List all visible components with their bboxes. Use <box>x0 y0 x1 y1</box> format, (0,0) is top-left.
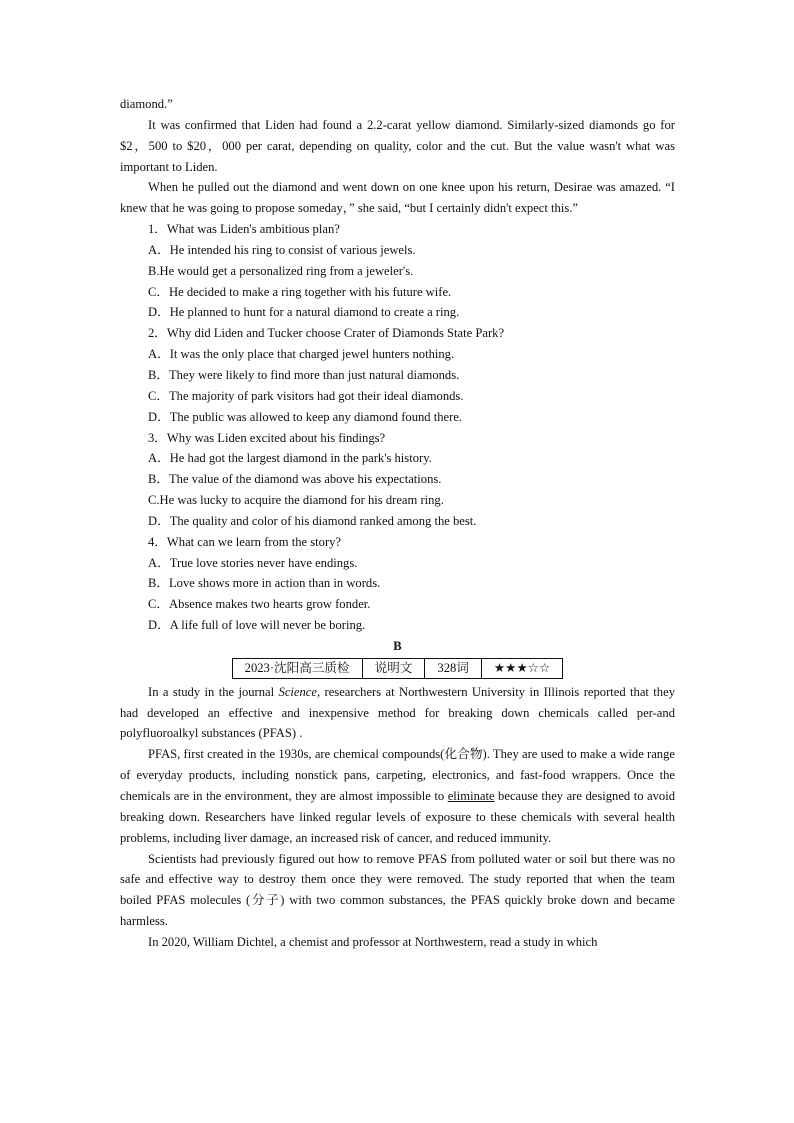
passage-a-paragraph: It was confirmed that Liden had found a 2.2-carat yellow diamond. Similarly-sized diamonds go for $2，500 to $20，000 per carat, depending on quality, color and the cut. But the value wasn't what was important to Liden. <box>120 117 675 174</box>
difficulty-stars: ★★★☆☆ <box>481 658 562 678</box>
answer-option[interactable]: A．He intended his ring to consist of various jewels. <box>148 242 416 257</box>
question-stem: 2．Why did Liden and Tucker choose Crater of Diamonds State Park? <box>148 326 505 341</box>
answer-option[interactable]: A．True love stories never have endings. <box>148 555 358 570</box>
answer-option[interactable]: D．The quality and color of his diamond ranked among the best. <box>148 513 477 528</box>
answer-option[interactable]: C.He was lucky to acquire the diamond for his dream ring. <box>148 493 444 508</box>
passage-a-paragraph: When he pulled out the diamond and went down on one knee upon his return, Desirae was amazed. “I knew that he was going to propose someday，” she said, “but I certainly didn't expect this.” <box>120 180 675 216</box>
underlined-word: eliminate <box>447 789 495 803</box>
answer-option[interactable]: C．He decided to make a ring together with his future wife. <box>148 284 452 299</box>
question-4 <box>120 532 675 636</box>
passage-a-tail-line: diamond.” <box>120 97 173 111</box>
passage-info-table <box>232 658 564 679</box>
passage-info-bar <box>120 658 675 681</box>
passage-b-paragraph <box>120 682 675 745</box>
answer-option[interactable]: D．He planned to hunt for a natural diamond to create a ring. <box>148 305 460 320</box>
section-heading: B <box>393 638 402 653</box>
question-stem: 4．What can we learn from the story? <box>148 534 342 549</box>
paragraph-text: researchers at Northwestern University in Illinois reported that they had developed an effective and inexpensive method for breaking down chemicals called per-and polyfluoroalkyl substances (PFAS) . <box>120 684 675 741</box>
answer-option[interactable]: A．He had got the largest diamond in the park's history. <box>148 451 432 466</box>
question-stem: 1．What was Liden's ambitious plan? <box>148 222 340 237</box>
paragraph-text: PFAS, first created in the 1930s, are chemical compounds(化合物). They are used to make a wide range of everyday products, including nonstick pans, carpeting, electronics, and fast-food wrappers. Once the chemicals are in the environment, they are almost impossible to <box>120 747 675 803</box>
paragraph-text: because they are designed to avoid breaking down. Researchers have linked regular levels of exposure to these chemicals with several health problems, including liver damage, an increased risk of cancer, and reduced immunity. <box>120 789 676 845</box>
question-stem: 3．Why was Liden excited about his findings? <box>148 430 386 445</box>
question-2 <box>120 323 675 427</box>
word-count-cell: 328词 <box>425 658 481 678</box>
answer-option[interactable]: C．The majority of park visitors had got their ideal diamonds. <box>148 388 464 403</box>
answer-option[interactable]: D．The public was allowed to keep any diamond found there. <box>148 409 463 424</box>
answer-option[interactable]: A．It was the only place that charged jewel hunters nothing. <box>148 347 455 362</box>
document-page <box>120 94 675 953</box>
paragraph-text: In a study in the journal <box>148 684 279 699</box>
answer-option[interactable]: B.He would get a personalized ring from a jeweler's. <box>148 263 414 278</box>
question-1 <box>120 219 675 323</box>
passage-b-paragraph <box>120 744 675 848</box>
source-cell: 2023·沈阳高三质检 <box>232 658 362 678</box>
passage-b-paragraph: Scientists had previously figured out how to remove PFAS from polluted water or soil but there was no safe and effective way to destroy them once they were removed. The study reported that when the team boiled PFAS molecules (分子) with two common substances, the PFAS quickly broke down and became harmless. <box>120 851 675 929</box>
journal-name: Science, <box>278 684 321 699</box>
answer-option[interactable]: C．Absence makes two hearts grow fonder. <box>148 597 371 612</box>
answer-option[interactable]: B．Love shows more in action than in words. <box>148 576 381 591</box>
genre-cell: 说明文 <box>362 658 425 678</box>
answer-option[interactable]: D．A life full of love will never be boring. <box>148 618 366 633</box>
question-3 <box>120 428 675 532</box>
passage-b-paragraph: In 2020, William Dichtel, a chemist and professor at Northwestern, read a study in which <box>148 934 598 949</box>
answer-option[interactable]: B．The value of the diamond was above his expectations. <box>148 472 442 487</box>
answer-option[interactable]: B．They were likely to find more than just natural diamonds. <box>148 367 460 382</box>
